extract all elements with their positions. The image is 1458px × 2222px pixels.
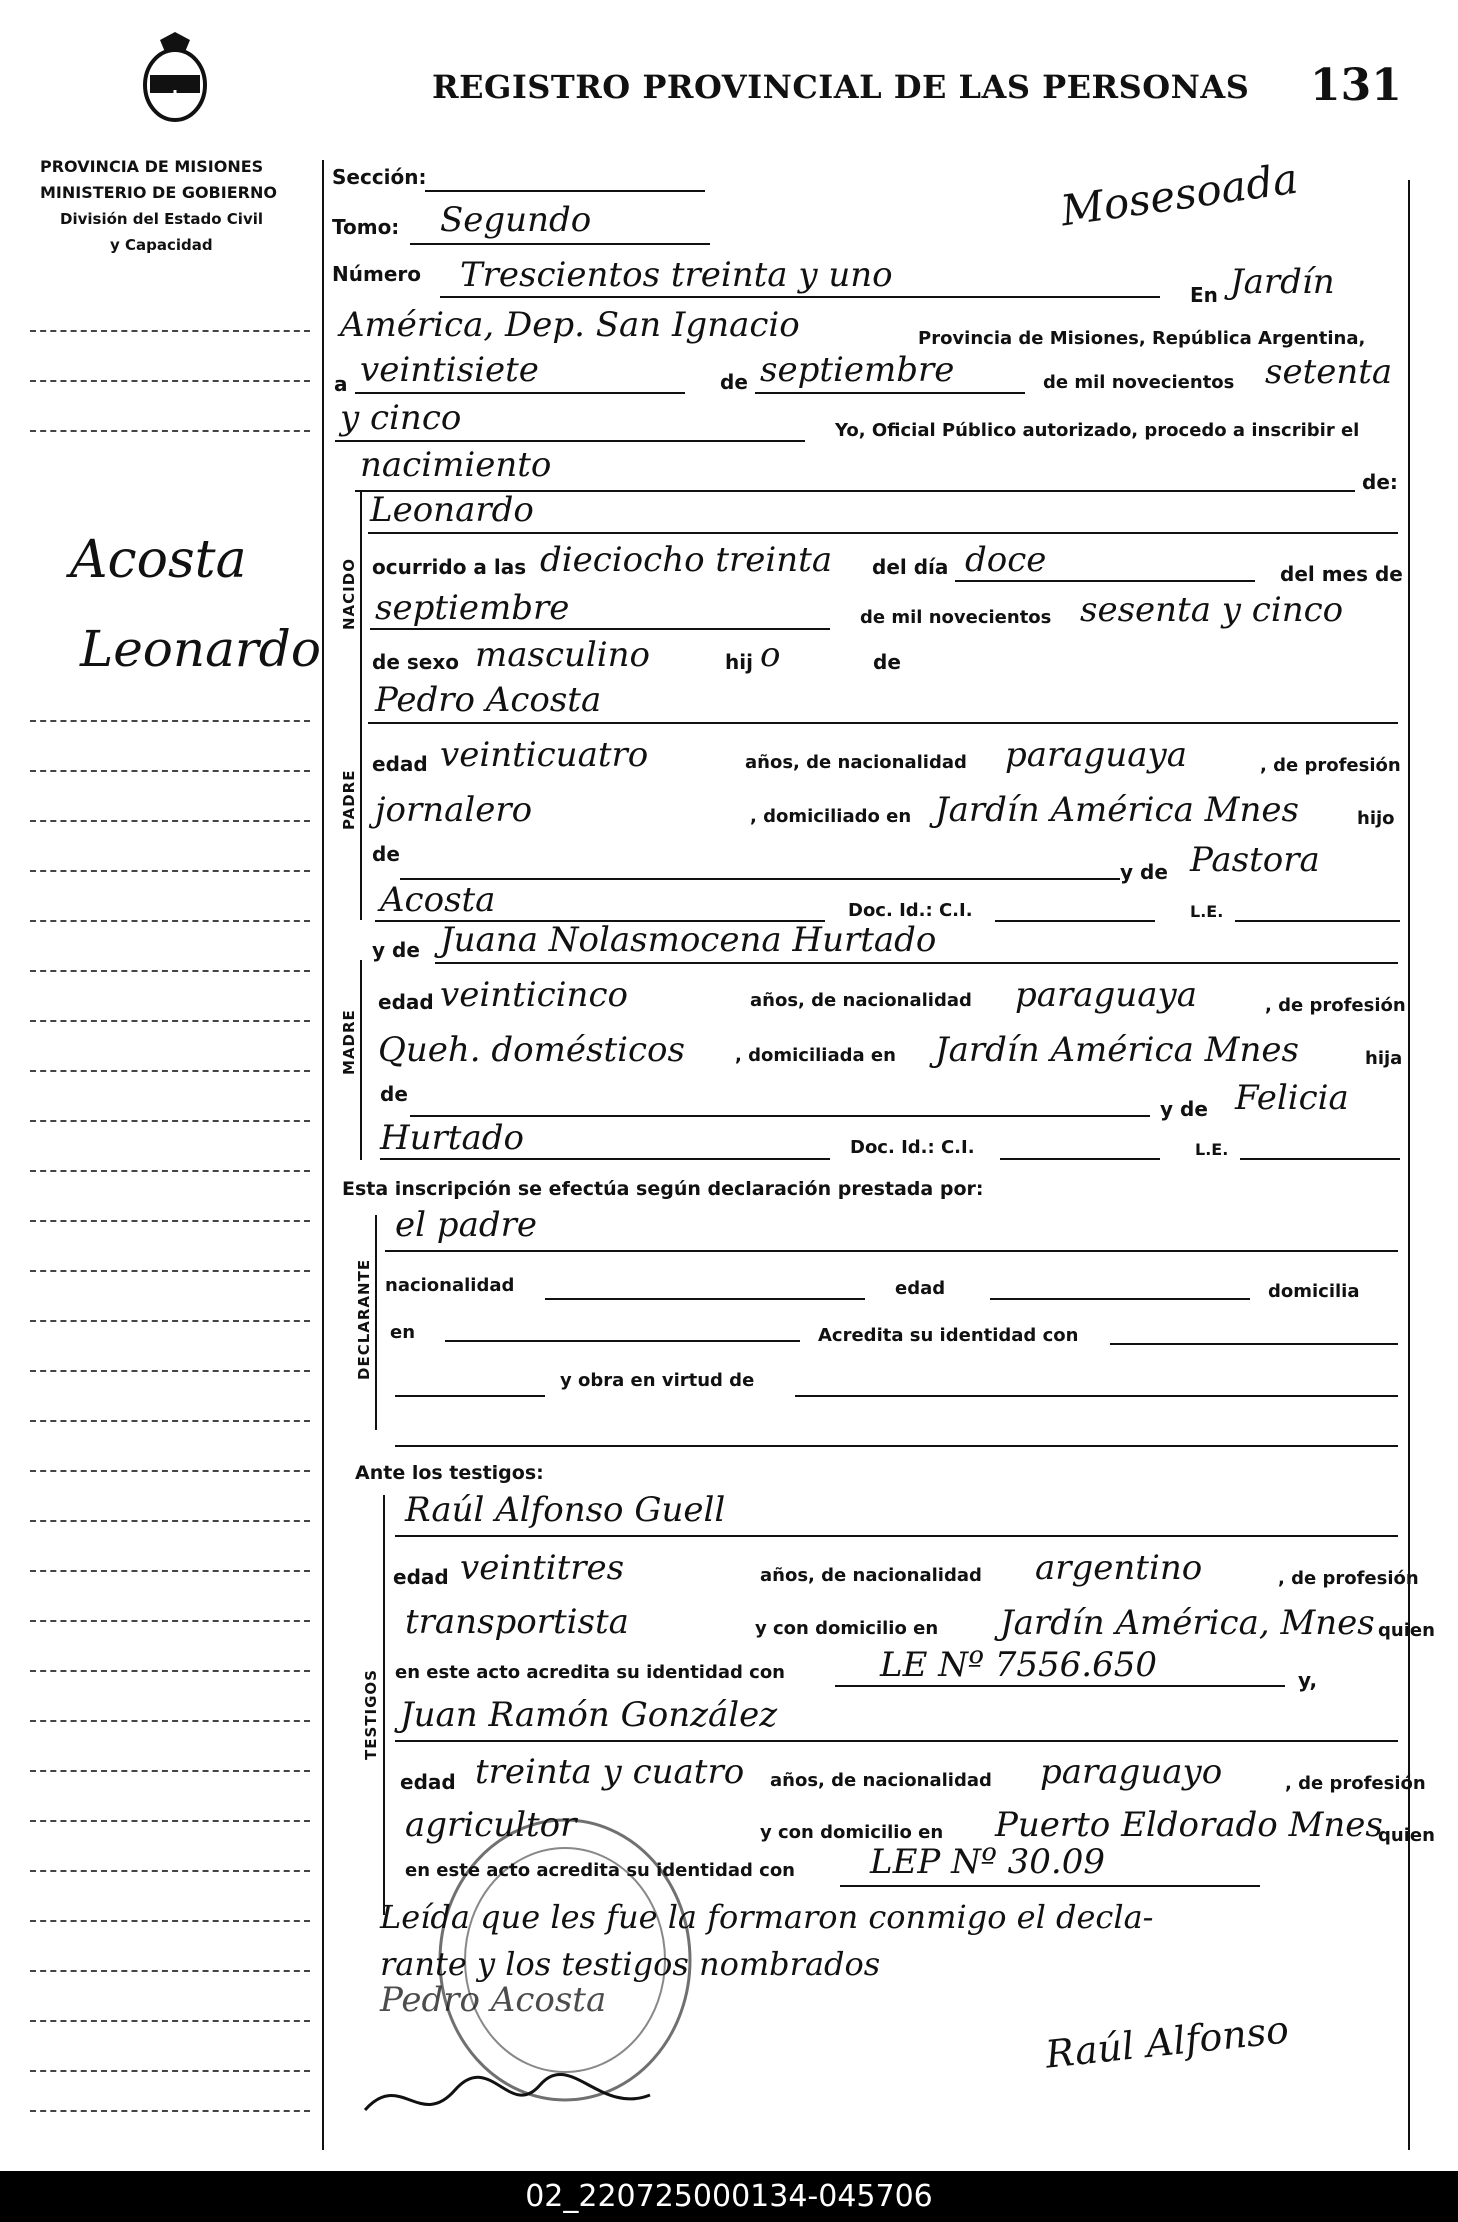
padre-domiciliado-label: , domiciliado en [750,806,912,827]
witness2-profession: agricultor [405,1805,577,1845]
stub-line [30,1270,310,1272]
stub-line [30,1920,310,1922]
stub-line [30,1620,310,1622]
madre-profession: Queh. domésticos [378,1030,685,1070]
madre-domiciliada-label: , domiciliada en [735,1045,896,1066]
padre-y-de-label: y de [1120,860,1168,884]
witness2-age: treinta y cuatro [475,1752,745,1792]
stub-line [30,870,310,872]
stub-line [30,720,310,722]
stub-line [30,1670,310,1672]
stub-line [30,1570,310,1572]
madre-name: Juana Nolasmocena Hurtado [440,920,937,960]
padre-mother-last: Acosta [380,880,496,920]
declarante-section-label: DECLARANTE [355,1258,373,1380]
witness1-address: Jardín América, Mnes [1000,1603,1375,1643]
year-value-1: setenta [1265,352,1393,392]
numero-value: Trescientos treinta y uno [460,255,893,295]
declarante-extra-line [395,1445,1398,1447]
stub-line [30,2110,310,2112]
declarante-nacionalidad: nacionalidad [385,1275,515,1296]
de-colon-label: de: [1362,470,1398,494]
madre-mother-last: Hurtado [380,1118,524,1158]
del-dia-label: del día [872,555,949,579]
witness1-edad: edad [393,1565,449,1589]
declarante-edad: edad [895,1278,946,1299]
stub-line [30,1370,310,1372]
witness2-anos: años, de nacionalidad [770,1770,992,1791]
numero-line [440,296,1160,298]
padre-nationality: paraguaya [1005,735,1187,775]
madre-y-de-label: y de [372,938,420,962]
stub-line [30,1120,310,1122]
stub-line [30,2020,310,2022]
hij-suffix: o [760,635,781,675]
witness2-en-este-acto: en este acto acredita su identidad con [405,1860,795,1881]
testigos-intro: Ante los testigos: [355,1462,544,1484]
declarante-acredita-line [1110,1343,1398,1345]
sidebar-given-name: Leonardo [80,620,321,678]
closing-line-1: Leída que les fue la formaron conmigo el decla- [380,1898,1154,1936]
page-number: 131 [1310,60,1402,111]
testigos-section-label: TESTIGOS [362,1669,380,1760]
padre-hijo-label: hijo [1357,808,1395,829]
witness2-profesion-label: , de profesión [1285,1773,1426,1794]
madre-le-line [1240,1158,1400,1160]
nacido-day-line [955,580,1255,582]
madre-address: Jardín América Mnes [935,1030,1299,1070]
day-line [355,392,685,394]
province-text: Provincia de Misiones, República Argentina, [918,328,1366,349]
padre-name-line [368,722,1398,724]
madre-section-label: MADRE [340,1009,358,1075]
stub-line [30,1220,310,1222]
padre-address: Jardín América Mnes [935,790,1299,830]
nacido-section-label: NACIDO [340,558,358,630]
en-label: En [1190,283,1218,307]
stub-line [30,1470,310,1472]
hij-label: hij [725,650,753,674]
witness2-name: Juan Ramón González [400,1695,778,1735]
declarante-obra-line [795,1395,1398,1397]
year-text: de mil novecientos [1043,372,1235,393]
witness2-id-line [840,1885,1260,1887]
document-code-bar: 02_220725000134-045706 [0,2171,1458,2222]
day-value: veintisiete [360,350,539,390]
witness2-name-line [395,1740,1398,1742]
del-mes-label: del mes de [1280,562,1403,586]
padre-mother-first: Pastora [1190,840,1320,880]
stub-line [30,1820,310,1822]
province-heading: PROVINCIA DE MISIONES [40,157,264,176]
declarante-obra: y obra en virtud de [560,1370,755,1391]
declarante-acredita: Acredita su identidad con [818,1325,1079,1346]
sex-value: masculino [475,635,651,675]
stub-line [30,820,310,822]
month-value: septiembre [760,350,955,390]
witness1-domicilio-label: y con domicilio en [755,1618,939,1639]
madre-nationality: paraguaya [1015,975,1197,1015]
de-label: de [720,370,748,394]
stub-line [30,380,310,382]
declarante-edad-line [990,1298,1250,1300]
place-value-1: Jardín [1230,262,1335,302]
year-value-2: y cinco [340,398,462,438]
signature-scribble-icon [360,2060,660,2144]
nacido-divider [360,490,362,690]
madre-mother-first: Felicia [1235,1078,1349,1118]
stub-line [30,1870,310,1872]
witness2-domicilio-label: y con domicilio en [760,1822,944,1843]
form-left-border [322,160,324,2150]
witness2-edad: edad [400,1770,456,1794]
padre-profesion-label: , de profesión [1260,755,1401,776]
madre-divider [360,960,362,1160]
witness1-name-line [395,1535,1398,1537]
sidebar-surname: Acosta [70,530,247,590]
hour-value: dieciocho treinta [540,540,833,580]
madre-profesion-label: , de profesión [1265,995,1406,1016]
padre-section-label: PADRE [340,769,358,830]
madre-de-label: de [380,1082,408,1106]
declarante-by-value: el padre [395,1205,537,1245]
declarante-obra-pre-line [395,1395,545,1397]
stub-line [30,920,310,922]
stub-line [30,1970,310,1972]
month-line [755,392,1025,394]
nacido-year-value: sesenta y cinco [1080,590,1344,630]
stub-line [30,1070,310,1072]
place-value-2: América, Dep. San Ignacio [340,305,800,345]
stub-line [30,1520,310,1522]
stub-line [30,2070,310,2072]
padre-ci-line [995,920,1155,922]
stub-line [30,1720,310,1722]
padre-de-label: de [372,842,400,866]
witness1-name: Raúl Alfonso Guell [405,1490,726,1530]
a-label: a [334,372,348,396]
padre-edad-label: edad [372,752,428,776]
stub-line [30,1320,310,1322]
madre-anos-label: años, de nacionalidad [750,990,972,1011]
madre-ci-line [1000,1158,1160,1160]
sexo-label: de sexo [372,650,459,674]
declarante-by-line [385,1250,1398,1252]
nacido-de-label: de [873,650,901,674]
division-line-2: y Capacidad [110,236,213,254]
stub-line [30,1170,310,1172]
madre-edad-label: edad [378,990,434,1014]
madre-mother-line [380,1158,830,1160]
stub-line [30,330,310,332]
testigos-divider [383,1495,385,1915]
padre-divider [360,690,362,920]
padre-le: L.E. [1190,902,1224,921]
madre-le: L.E. [1195,1140,1229,1159]
ministry-heading: MINISTERIO DE GOBIERNO [40,183,277,202]
declarante-intro: Esta inscripción se efectúa según declaración prestada por: [342,1178,984,1200]
madre-y-de2-label: y de [1160,1097,1208,1121]
padre-profession: jornalero [375,790,533,830]
nacido-name: Leonardo [370,490,534,530]
form-right-border [1408,180,1410,2150]
witness1-nationality: argentino [1035,1548,1203,1588]
madre-hija-label: hija [1365,1048,1403,1069]
signature-declarant: Pedro Acosta [380,1980,607,2020]
witness2-nationality: paraguayo [1040,1752,1223,1792]
coat-of-arms-icon [135,30,215,129]
stub-line [30,1770,310,1772]
declarante-domicilia: domicilia [1268,1281,1360,1302]
act-value: nacimiento [360,445,552,485]
witness2-quien-label: quien [1378,1825,1435,1846]
stub-line [30,1420,310,1422]
witness1-y: y, [1298,1668,1318,1692]
mil-nov-label: de mil novecientos [860,607,1052,628]
closing-line-2: rante y los testigos nombrados [380,1945,881,1983]
year-line [335,440,805,442]
nacido-month-line [370,628,830,630]
witness1-anos: años, de nacionalidad [760,1565,982,1586]
nacido-day-value: doce [965,540,1047,580]
stub-line [30,770,310,772]
witness1-id: LE Nº 7556.650 [880,1645,1157,1685]
tomo-label: Tomo: [332,215,400,239]
witness1-profession: transportista [405,1602,629,1642]
witness1-en-este-acto: en este acto acredita su identidad con [395,1662,785,1683]
official-text: Yo, Oficial Público autorizado, procedo a inscribir el [835,420,1360,441]
madre-name-line [435,962,1398,964]
ocurrido-label: ocurrido a las [372,555,527,579]
padre-parent-line [400,878,1120,880]
top-signature: Mosesoada [1057,153,1301,236]
seccion-label: Sección: [332,165,427,189]
nacido-name-line [368,532,1398,534]
declarante-nac-line [545,1298,865,1300]
witness1-profesion-label: , de profesión [1278,1568,1419,1589]
madre-doc-id: Doc. Id.: C.I. [850,1137,975,1158]
padre-age-value: veinticuatro [440,735,649,775]
nacido-month-value: septiembre [375,588,570,628]
stub-line [30,970,310,972]
witness2-id: LEP Nº 30.09 [870,1842,1105,1882]
declarante-en-line [445,1340,800,1342]
signature-witness: Raúl Alfonso [1043,2007,1291,2077]
witness1-id-line [835,1685,1285,1687]
padre-name: Pedro Acosta [375,680,602,720]
division-line-1: División del Estado Civil [60,210,264,228]
seccion-line [425,190,705,192]
witness1-quien-label: quien [1378,1620,1435,1641]
madre-age-value: veinticinco [440,975,628,1015]
padre-doc-id: Doc. Id.: C.I. [848,900,973,921]
declarante-en: en [390,1322,416,1343]
document-title: REGISTRO PROVINCIAL DE LAS PERSONAS [432,68,1250,106]
padre-le-line [1235,920,1400,922]
tomo-line [410,243,710,245]
witness1-age: veintitres [460,1548,625,1588]
stub-line [30,430,310,432]
madre-parent-line [410,1115,1150,1117]
numero-label: Número [332,262,421,286]
witness2-address: Puerto Eldorado Mnes [995,1805,1383,1845]
padre-anos-label: años, de nacionalidad [745,752,967,773]
declarante-divider [375,1215,377,1430]
tomo-value: Segundo [440,200,592,240]
stub-line [30,1020,310,1022]
